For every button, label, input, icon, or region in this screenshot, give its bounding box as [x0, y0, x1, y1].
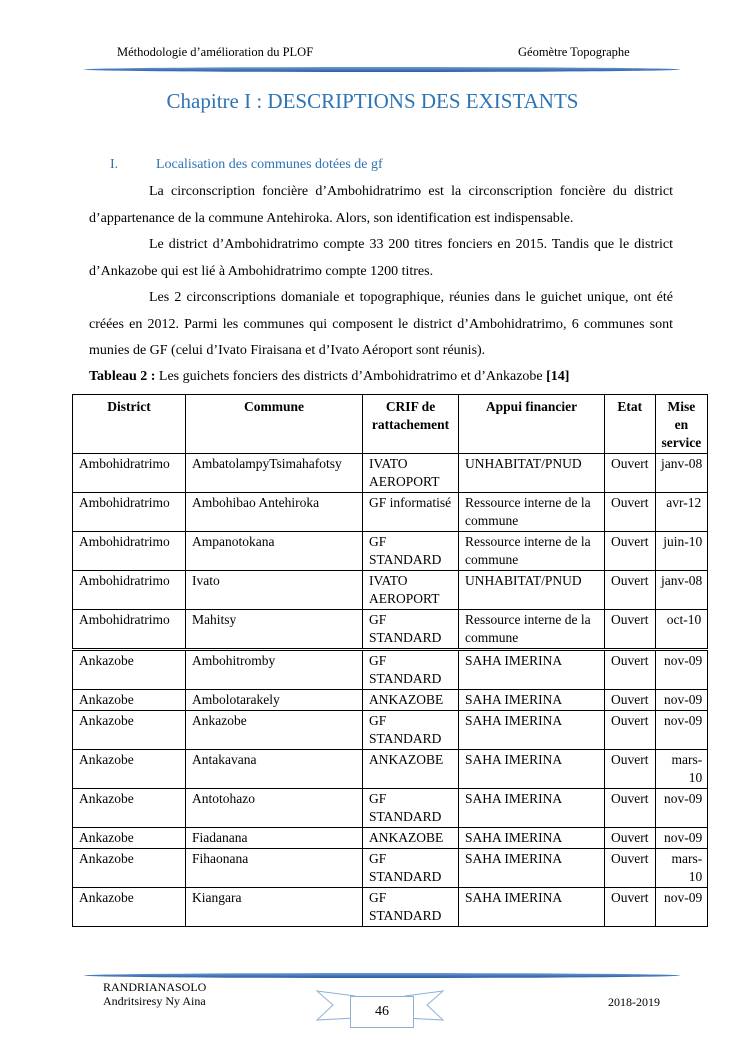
cell-appui: SAHA IMERINA — [459, 690, 605, 711]
table-row — [73, 454, 708, 493]
paragraph-3: Les 2 circonscriptions domaniale et topographique, réunies dans le guichet unique, ont été créées en 2012. Parmi les communes qui composent le district d’Ambohidratrimo, 6 communes sont munies de GF (celui d’Ivato Firaisana et d’Ivato Aéroport sont réunis). — [89, 290, 673, 358]
cell-etat: Ouvert — [605, 849, 656, 888]
section-title: Localisation des communes dotées de gf — [156, 157, 383, 172]
cell-mise-en-service: janv-08 — [655, 454, 708, 493]
cell-appui: UNHABITAT/PNUD — [459, 571, 605, 610]
section-number: I. — [110, 157, 119, 172]
cell-commune: Antotohazo — [186, 789, 363, 828]
table-caption: Tableau 2 : Les guichets fonciers des districts d’Ambohidratrimo et d’Ankazobe [14] — [89, 369, 570, 384]
footer-year: 2018-2019 — [608, 995, 660, 1009]
col-header-appui: Appui financier — [459, 395, 605, 454]
section-heading — [110, 157, 383, 173]
cell-crif: GF STANDARD — [363, 650, 459, 690]
cell-crif: GF STANDARD — [363, 849, 459, 888]
cell-crif: IVATO AEROPORT — [363, 571, 459, 610]
table-row — [73, 493, 708, 532]
cell-appui: Ressource interne de la commune — [459, 532, 605, 571]
cell-etat: Ouvert — [605, 690, 656, 711]
cell-district: Ankazobe — [73, 789, 186, 828]
cell-district: Ambohidratrimo — [73, 454, 186, 493]
table-row — [73, 828, 708, 849]
col-header-mise-en-service: Mise en service — [655, 395, 708, 454]
table-row — [73, 650, 708, 690]
cell-etat: Ouvert — [605, 650, 656, 690]
cell-commune: Ankazobe — [186, 711, 363, 750]
cell-commune: Ambohitromby — [186, 650, 363, 690]
cell-mise-en-service: mars-10 — [655, 750, 708, 789]
cell-mise-en-service: nov-09 — [655, 888, 708, 927]
col-header-crif: CRIF de rattachement — [363, 395, 459, 454]
cell-etat: Ouvert — [605, 888, 656, 927]
cell-etat: Ouvert — [605, 454, 656, 493]
table-row — [73, 532, 708, 571]
cell-appui: SAHA IMERINA — [459, 750, 605, 789]
cell-etat: Ouvert — [605, 711, 656, 750]
cell-commune: Antakavana — [186, 750, 363, 789]
table-row — [73, 888, 708, 927]
cell-crif: IVATO AEROPORT — [363, 454, 459, 493]
cell-mise-en-service: nov-09 — [655, 690, 708, 711]
cell-mise-en-service: mars-10 — [655, 849, 708, 888]
col-header-district: District — [73, 395, 186, 454]
cell-mise-en-service: nov-09 — [655, 828, 708, 849]
cell-crif: GF informatisé — [363, 493, 459, 532]
cell-district: Ankazobe — [73, 711, 186, 750]
cell-mise-en-service: nov-09 — [655, 789, 708, 828]
cell-commune: Ambohibao Antehiroka — [186, 493, 363, 532]
cell-appui: Ressource interne de la commune — [459, 610, 605, 650]
cell-district: Ankazobe — [73, 690, 186, 711]
cell-commune: Ivato — [186, 571, 363, 610]
cell-district: Ambohidratrimo — [73, 610, 186, 650]
cell-etat: Ouvert — [605, 493, 656, 532]
table-row — [73, 571, 708, 610]
cell-crif: ANKAZOBE — [363, 690, 459, 711]
cell-mise-en-service: janv-08 — [655, 571, 708, 610]
cell-commune: Ampanotokana — [186, 532, 363, 571]
cell-mise-en-service: nov-09 — [655, 650, 708, 690]
cell-etat: Ouvert — [605, 532, 656, 571]
header-divider — [84, 67, 680, 72]
col-header-commune: Commune — [186, 395, 363, 454]
chapter-title: Chapitre I : DESCRIPTIONS DES EXISTANTS — [166, 89, 579, 113]
table-row — [73, 849, 708, 888]
cell-district: Ankazobe — [73, 849, 186, 888]
cell-commune: AmbatolampyTsimahafotsy — [186, 454, 363, 493]
cell-appui: UNHABITAT/PNUD — [459, 454, 605, 493]
cell-crif: GF STANDARD — [363, 532, 459, 571]
cell-appui: SAHA IMERINA — [459, 789, 605, 828]
cell-district: Ankazobe — [73, 828, 186, 849]
col-header-etat: Etat — [605, 395, 656, 454]
cell-appui: SAHA IMERINA — [459, 888, 605, 927]
footer-author: RANDRIANASOLO Andritsiresy Ny Aina — [103, 980, 207, 1008]
cell-crif: ANKAZOBE — [363, 750, 459, 789]
cell-district: Ambohidratrimo — [73, 532, 186, 571]
header-left-title: Méthodologie d’amélioration du PLOF — [117, 45, 314, 59]
footer-divider — [84, 973, 680, 978]
cell-mise-en-service: nov-09 — [655, 711, 708, 750]
cell-crif: ANKAZOBE — [363, 828, 459, 849]
cell-etat: Ouvert — [605, 750, 656, 789]
cell-appui: SAHA IMERINA — [459, 849, 605, 888]
cell-appui: SAHA IMERINA — [459, 711, 605, 750]
table-row — [73, 610, 708, 650]
cell-mise-en-service: oct-10 — [655, 610, 708, 650]
paragraph-2: Le district d’Ambohidratrimo compte 33 200 titres fonciers en 2015. Tandis que le district d’Ankazobe qui est lié à Ambohidratrimo compte 1200 titres. — [89, 237, 673, 279]
guichets-fonciers-table — [72, 394, 708, 927]
cell-crif: GF STANDARD — [363, 711, 459, 750]
cell-etat: Ouvert — [605, 610, 656, 650]
cell-commune: Mahitsy — [186, 610, 363, 650]
cell-etat: Ouvert — [605, 571, 656, 610]
cell-district: Ankazobe — [73, 888, 186, 927]
cell-commune: Fihaonana — [186, 849, 363, 888]
cell-crif: GF STANDARD — [363, 610, 459, 650]
cell-etat: Ouvert — [605, 789, 656, 828]
cell-mise-en-service: avr-12 — [655, 493, 708, 532]
page-number: 46 — [350, 996, 414, 1028]
table-row — [73, 711, 708, 750]
header-right-title: Géomètre Topographe — [518, 45, 630, 59]
cell-commune: Ambolotarakely — [186, 690, 363, 711]
cell-appui: Ressource interne de la commune — [459, 493, 605, 532]
cell-crif: GF STANDARD — [363, 888, 459, 927]
cell-appui: SAHA IMERINA — [459, 650, 605, 690]
paragraph-1: La circonscription foncière d’Ambohidratrimo est la circonscription foncière du district d’appartenance de la commune Antehiroka. Alors, son identification est indispensable. — [89, 184, 673, 226]
cell-etat: Ouvert — [605, 828, 656, 849]
cell-commune: Kiangara — [186, 888, 363, 927]
table-row — [73, 750, 708, 789]
table-row — [73, 690, 708, 711]
table-header-row — [73, 395, 708, 454]
cell-district: Ambohidratrimo — [73, 571, 186, 610]
cell-crif: GF STANDARD — [363, 789, 459, 828]
cell-district: Ankazobe — [73, 750, 186, 789]
cell-district: Ankazobe — [73, 650, 186, 690]
cell-district: Ambohidratrimo — [73, 493, 186, 532]
table-row — [73, 789, 708, 828]
cell-commune: Fiadanana — [186, 828, 363, 849]
cell-appui: SAHA IMERINA — [459, 828, 605, 849]
cell-mise-en-service: juin-10 — [655, 532, 708, 571]
